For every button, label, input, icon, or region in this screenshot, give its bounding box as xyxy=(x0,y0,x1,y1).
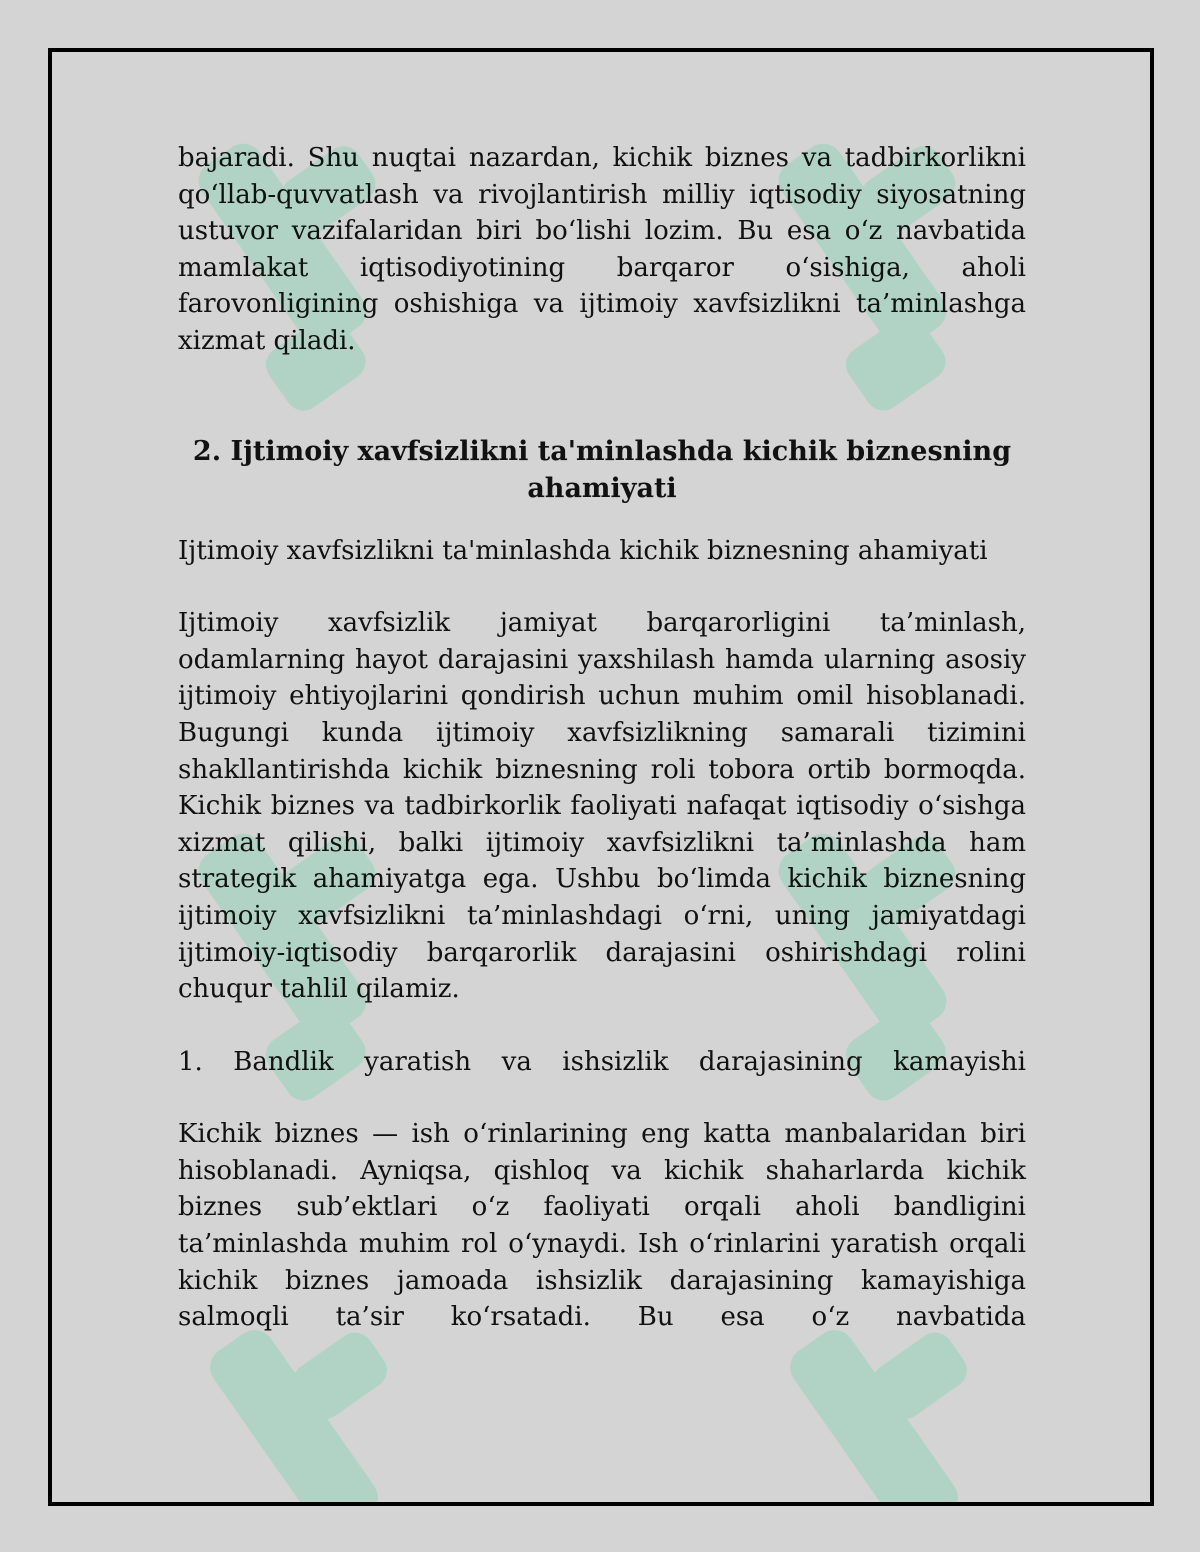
intro-paragraph: bajaradi. Shu nuqtai nazardan, kichik biznes va tadbirkorlikni qo‘llab-quvvatlash va rivojlantirish milliy iqtisodiy siyosatning ustuvor vazifalaridan biri bo‘lishi lozim. Bu esa o‘z navbatida mamlakat iqtisodiyotining barqaror o‘sishiga, aholi farovonligining oshishiga va ijtimoiy xavfsizlikni ta’minlashga xizmat qiladi. xyxy=(178,143,1026,356)
subsection-heading: 1. Bandlik yaratish va ishsizlik darajasining kamayishi xyxy=(178,1046,1026,1077)
section-paragraph: Ijtimoiy xavfsizlik jamiyat barqarorligini ta’minlash, odamlarning hayot darajasini yaxshilash hamda ularning asosiy ijtimoiy ehtiyojlarini qondirish uchun muhim omil hisoblanadi. Bugungi kunda ijtimoiy xavfsizlikning samarali tizimini shakllantirishda kichik biznesning roli tobora ortib bormoqda. Kichik biznes va tadbirkorlik faoliyati nafaqat iqtisodiy o‘sishga xizmat qilishi, balki ijtimoiy xavfsizlikni ta’minlashda ham strategik ahamiyatga ega. Ushbu bo‘limda kichik biznesning ijtimoiy xavfsizlikni ta’minlashdagi o‘rni, uning jamiyatdagi ijtimoiy-iqtisodiy barqarorlik darajasini oshirishdagi rolini chuqur tahlil qilamiz. xyxy=(178,608,1026,1005)
section-heading: 2. Ijtimoiy xavfsizlikni ta'minlashda kichik biznesning ahamiyati xyxy=(192,435,1012,504)
section-subtitle: Ijtimoiy xavfsizlikni ta'minlashda kichik biznesning ahamiyati xyxy=(178,535,988,566)
document-body xyxy=(178,140,1026,1336)
document-page xyxy=(48,48,1154,1506)
subsection-paragraph: Kichik biznes — ish o‘rinlarining eng katta manbalaridan biri hisoblanadi. Ayniqsa, qishloq va kichik shaharlarda kichik biznes sub’ektlari o‘z faoliyati orqali aholi bandligini ta’minlashda muhim rol o‘ynaydi. Ish o‘rinlarini yaratish orqali kichik biznes jamoada ishsizlik darajasining kamayishiga salmoqli ta’sir ko‘rsatadi. Bu esa o‘z navbatida xyxy=(178,1119,1026,1333)
